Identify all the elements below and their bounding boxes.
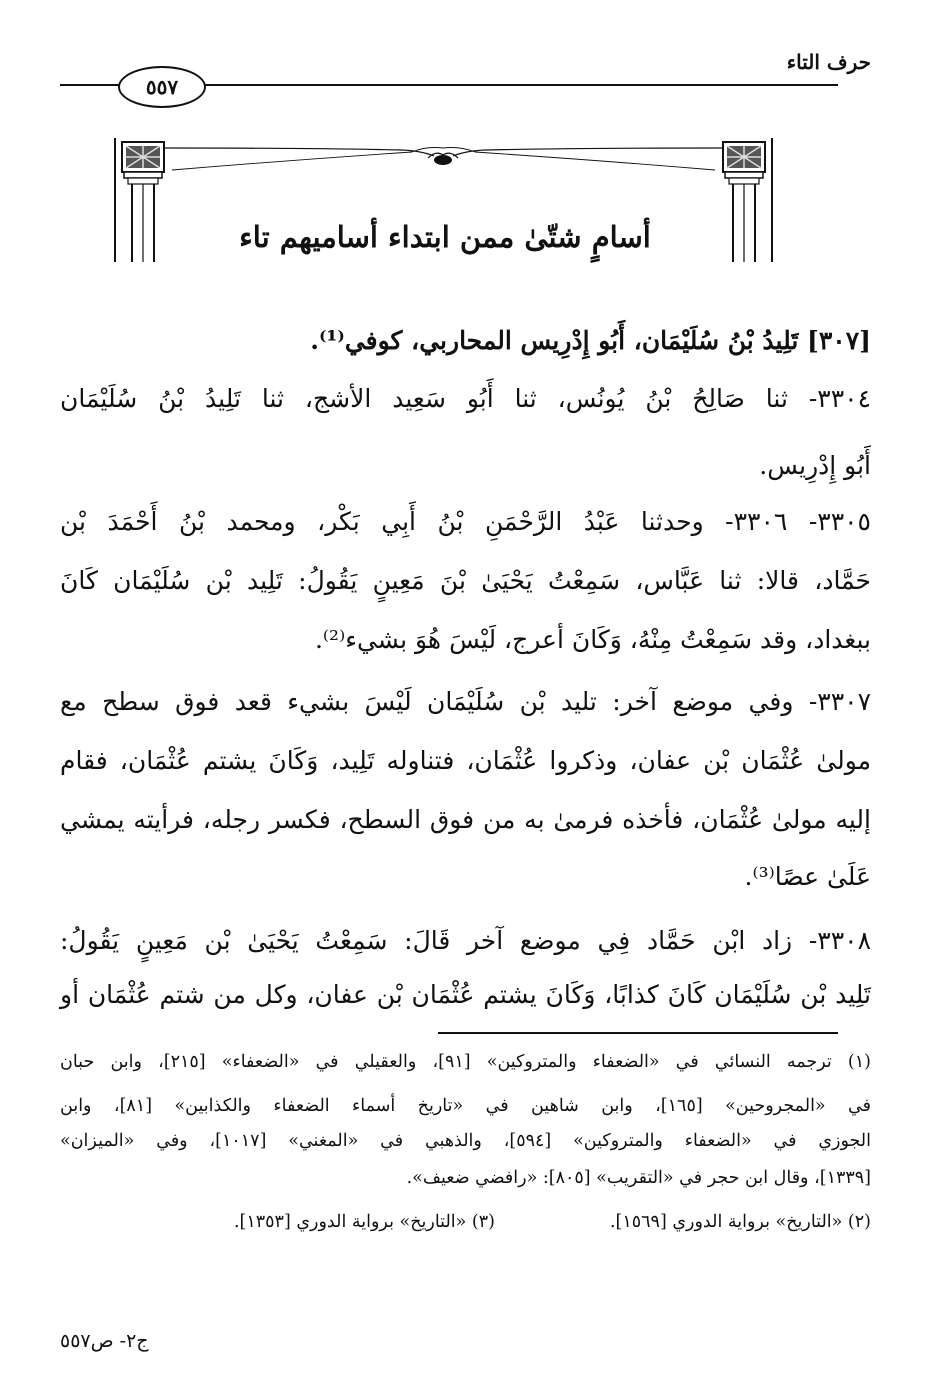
right-column-capital-icon <box>723 142 765 184</box>
paragraph-line: ببغداد، وقد سَمِعْتُ مِنْهُ، وَكَانَ أعرج، لَيْسَ هُوَ بشيء⁽²⁾. <box>314 625 871 654</box>
right-column-shaft-icon <box>733 184 755 262</box>
footnote-3: (٣) «التاريخ» برواية الدوري [١٣٥٣]. <box>233 1212 495 1232</box>
footnote-rule <box>438 1032 838 1034</box>
paragraph-line: ٣٣٠٨- زاد ابْن حَمَّاد فِي موضع آخر قَالَ: سَمِعْتُ يَحْيَىٰ بْن مَعِينٍ يَقُولُ: <box>60 926 871 955</box>
paragraph-line: أَبُو إِدْرِيس. <box>759 451 871 480</box>
paragraph-line: ٣٣٠٥- ٣٣٠٦- وحدثنا عَبْدُ الرَّحْمَنِ بْنُ أَبِي بَكْر، ومحمد بْنُ أَحْمَدَ بْن <box>60 507 871 536</box>
footnote-2: (٢) «التاريخ» برواية الدوري [١٥٦٩]. <box>609 1212 871 1232</box>
paragraph-line: مولىٰ عُثْمَان بْن عفان، وذكروا عُثْمَان، فتناوله تَلِيد، وَكَانَ يشتم عُثْمَان، فقام <box>60 746 871 775</box>
left-column-capital-icon <box>122 142 164 184</box>
page-reference: ج٢- ص٥٥٧ <box>60 1330 149 1352</box>
paragraph-line: إليه مولىٰ عُثْمَان، فأخذه فرمىٰ به من فوق السطح، فكسر رجله، فرأيته يمشي <box>60 805 871 834</box>
center-ornament-icon <box>412 148 475 166</box>
paragraph-line: تَلِيد بْن سُلَيْمَان كَانَ كذابًا، وَكَانَ يشتم عُثْمَان بْن عفان، وكل من شتم عُثْمَان أو <box>60 980 871 1009</box>
running-head: حرف التاء <box>786 50 871 74</box>
paragraph-line: ٣٣٠٤- ثنا صَالِحُ بْنُ يُونُس، ثنا أَبُو سَعِيد الأشج، ثنا تَلِيدُ بْنُ سُلَيْمَان <box>60 384 871 413</box>
page-number: ٥٥٧ <box>145 75 179 99</box>
paragraph-line: ٣٣٠٧- وفي موضع آخر: تليد بْن سُلَيْمَان لَيْسَ بشيء قعد فوق سطح مع <box>60 687 871 716</box>
paragraph-line: حَمَّاد، قالا: ثنا عَبَّاس، سَمِعْتُ يَحْيَىٰ بْنَ مَعِينٍ يَقُولُ: تَلِيد بْن سُلَيْمَان كَانَ <box>60 566 871 595</box>
footnote-line: في «المجروحين» [١٦٥]، وابن شاهين في «تاريخ أسماء الضعفاء والكذابين» [٨١]، وابن <box>60 1096 872 1116</box>
page-number-oval <box>118 66 206 108</box>
entry-heading: [٣٠٧] تَلِيدُ بْنُ سُلَيْمَان، أَبُو إِدْرِيس المحاربي، كوفي⁽¹⁾. <box>310 326 871 355</box>
left-column-shaft-icon <box>132 184 154 262</box>
paragraph-line: عَلَىٰ عصًا⁽³⁾. <box>744 862 871 891</box>
footnote-line: الجوزي في «الضعفاء والمتروكين» [٥٩٤]، والذهبي في «المغني» [١٠١٧]، وفي «الميزان» <box>60 1131 871 1151</box>
footnote-line: [١٣٣٩]، وقال ابن حجر في «التقريب» [٨٠٥]: «رافضي ضعيف». <box>406 1168 871 1188</box>
chapter-title: أسامٍ شتّىٰ ممن ابتداء أساميهم تاء <box>239 220 651 254</box>
footnote-line: (١) ترجمه النسائي في «الضعفاء والمتروكين» [٩١]، والعقيلي في «الضعفاء» [٢١٥]، وابن حبان <box>60 1052 871 1072</box>
